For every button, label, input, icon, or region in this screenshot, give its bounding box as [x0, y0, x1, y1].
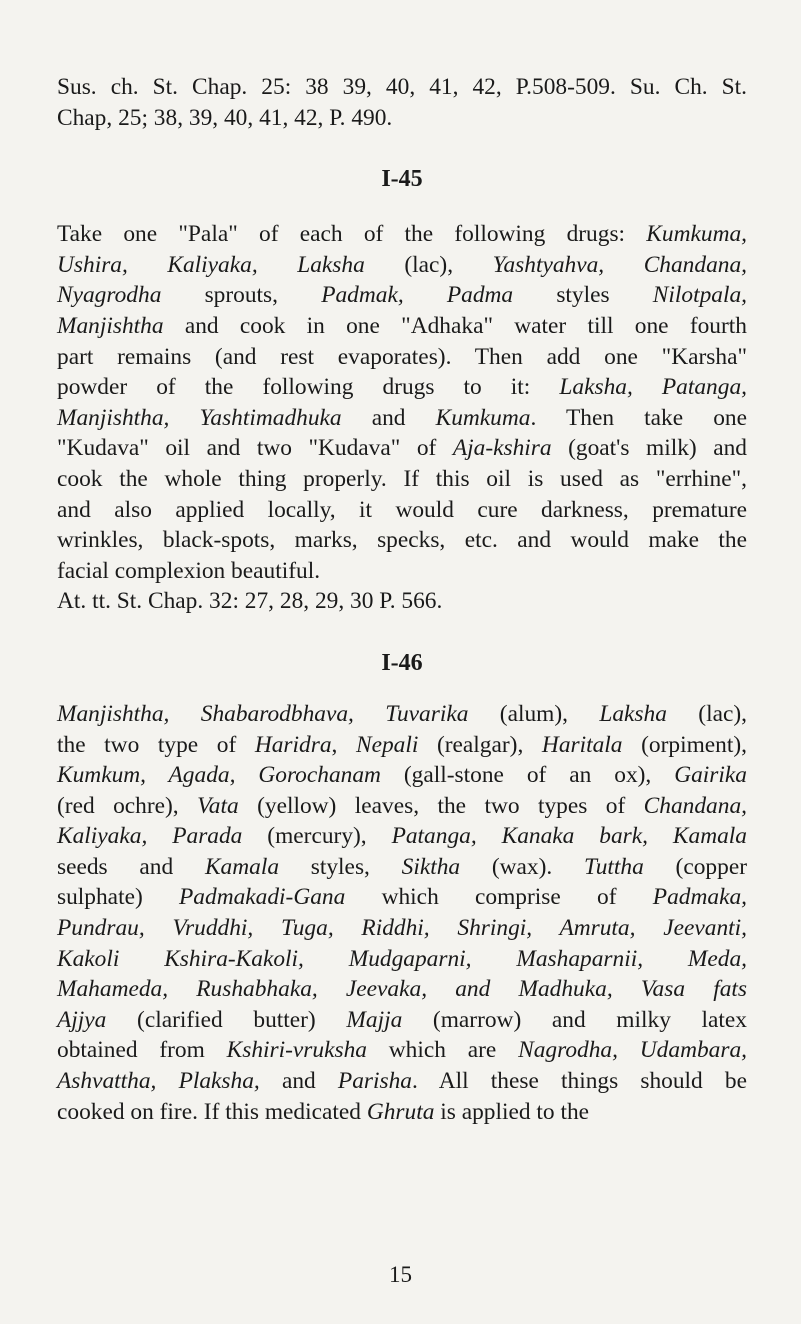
- italic-term: Kakoli Kshira-Kakoli, Mudgaparni, Mashaparnii, Meda,: [57, 945, 747, 972]
- italic-term: Nepali: [355, 731, 419, 758]
- italic-term: Kumkuma,: [646, 221, 747, 248]
- section-heading-i-46: I-46: [381, 649, 423, 676]
- text-line: cooked on fire. If this medicated Ghruta is applied to the: [57, 1098, 590, 1125]
- italic-term: Patanga, Kanaka bark, Kamala: [391, 823, 747, 850]
- text-line: Ushira, Kaliyaka, Laksha (lac), Yashtyahva, Chandana,: [57, 251, 748, 278]
- text-line: the two type of Haridra, Nepali (realgar), Haritala (orpiment),: [57, 731, 747, 758]
- italic-term: Kamala: [204, 853, 280, 880]
- text-line: obtained from Kshiri-vruksha which are Nagrodha, Udambara,: [57, 1037, 747, 1064]
- italic-term: Majja: [346, 1006, 403, 1033]
- italic-term: Kumkuma: [435, 404, 531, 431]
- italic-term: Siktha: [401, 853, 461, 880]
- top-reference-line-2: Chap, 25; 38, 39, 40, 41, 42, P. 490.: [57, 104, 393, 131]
- italic-term: Manjishtha, Shabarodbhava, Tuvarika: [57, 700, 469, 727]
- italic-term: Ushira, Kaliyaka, Laksha: [57, 251, 365, 278]
- italic-term: Laksha, Patanga,: [559, 374, 747, 401]
- top-reference-line-1: Sus. ch. St. Chap. 25: 38 39, 40, 41, 42, P.508-509. Su. Ch. St.: [57, 74, 747, 100]
- italic-term: Padmaka,: [652, 884, 747, 911]
- italic-term: Tuttha: [584, 853, 644, 880]
- italic-term: Manjishtha, Yashtimadhuka: [57, 404, 342, 431]
- text-line: Kaliyaka, Parada (mercury), Patanga, Kanaka bark, Kamala: [57, 823, 747, 850]
- text-line: Manjishtha, Shabarodbhava, Tuvarika (alum), Laksha (lac),: [57, 700, 747, 727]
- italic-term: Pundrau, Vruddhi, Tuga, Riddhi, Shringi, Amruta, Jeevanti,: [57, 915, 747, 942]
- italic-term: Yashtyahva, Chandana,: [492, 251, 748, 278]
- text-line: cook the whole thing properly. If this oil is used as "errhine",: [57, 465, 747, 492]
- text-line: wrinkles, black-spots, marks, specks, etc. and would make the: [57, 527, 747, 554]
- text-line: sulphate) Padmakadi-Gana which comprise of Padmaka,: [57, 884, 747, 911]
- italic-term: Haritala: [541, 731, 623, 758]
- italic-term: Aja-kshira: [452, 435, 552, 462]
- text-line: Take one "Pala" of each of the following drugs: Kumkuma,: [57, 221, 747, 248]
- section-heading-i-45: I-45: [381, 166, 423, 193]
- section-46-paragraph: [57, 699, 747, 1127]
- text-line: powder of the following drugs to it: Laksha, Patanga,: [57, 374, 747, 401]
- top-reference: [57, 72, 747, 133]
- text-line: (red ochre), Vata (yellow) leaves, the two types of Chandana,: [57, 792, 747, 819]
- text-line: Ashvattha, Plaksha, and Parisha. All these things should be: [57, 1068, 748, 1095]
- italic-term: Chandana,: [643, 792, 747, 819]
- text-line: seeds and Kamala styles, Siktha (wax). Tuttha (copper: [57, 853, 747, 880]
- italic-term: Ghruta: [366, 1098, 435, 1125]
- italic-term: Nyagrodha: [57, 282, 162, 309]
- italic-term: Haridra: [254, 731, 332, 758]
- italic-term: Kshiri-vruksha: [226, 1037, 367, 1064]
- text-line: [57, 913, 747, 944]
- italic-term: Manjishtha: [57, 312, 164, 339]
- text-line: "Kudava" oil and two "Kudava" of Aja-kshira (goat's milk) and: [57, 435, 747, 462]
- section-45-reference: At. tt. St. Chap. 32: 27, 28, 29, 30 P. 566.: [57, 588, 443, 615]
- italic-term: Laksha: [599, 700, 667, 727]
- text-line: [57, 944, 747, 975]
- text-line: Kumkum, Agada, Gorochanam (gall-stone of an ox), Gairika: [57, 762, 747, 789]
- italic-term: Kumkum, Agada, Gorochanam: [57, 762, 381, 789]
- italic-term: Ashvattha, Plaksha,: [57, 1068, 260, 1095]
- text-line: Nyagrodha sprouts, Padmak, Padma styles Nilotpala,: [57, 282, 748, 309]
- text-line: Manjishtha and cook in one "Adhaka" water till one fourth: [57, 312, 747, 339]
- text-line: part remains (and rest evaporates). Then add one "Karsha": [57, 343, 747, 370]
- italic-term: Ajjya: [57, 1006, 107, 1033]
- text-line: Manjishtha, Yashtimadhuka and Kumkuma. Then take one: [57, 404, 748, 431]
- italic-term: Padmak, Padma: [321, 282, 514, 309]
- italic-term: Vata: [197, 792, 239, 819]
- italic-term: Mahameda, Rushabhaka, Jeevaka, and Madhuka, Vasa fats: [57, 976, 747, 1003]
- text-line: facial complexion beautiful.: [57, 557, 321, 584]
- italic-term: Padmakadi-Gana: [179, 884, 346, 911]
- text-line: Ajjya (clarified butter) Majja (marrow) and milky latex: [57, 1006, 747, 1033]
- text-line: and also applied locally, it would cure darkness, premature: [57, 496, 747, 523]
- italic-term: Nilotpala,: [652, 282, 748, 309]
- italic-term: Kaliyaka, Parada: [57, 823, 243, 850]
- italic-term: Parisha: [337, 1068, 412, 1095]
- section-45-paragraph: [57, 219, 747, 586]
- italic-term: Gairika: [674, 762, 747, 789]
- page-content: [57, 72, 747, 1127]
- text-line: [57, 974, 747, 1005]
- page-number: 15: [389, 1262, 412, 1287]
- italic-term: Nagrodha, Udambara,: [518, 1037, 747, 1064]
